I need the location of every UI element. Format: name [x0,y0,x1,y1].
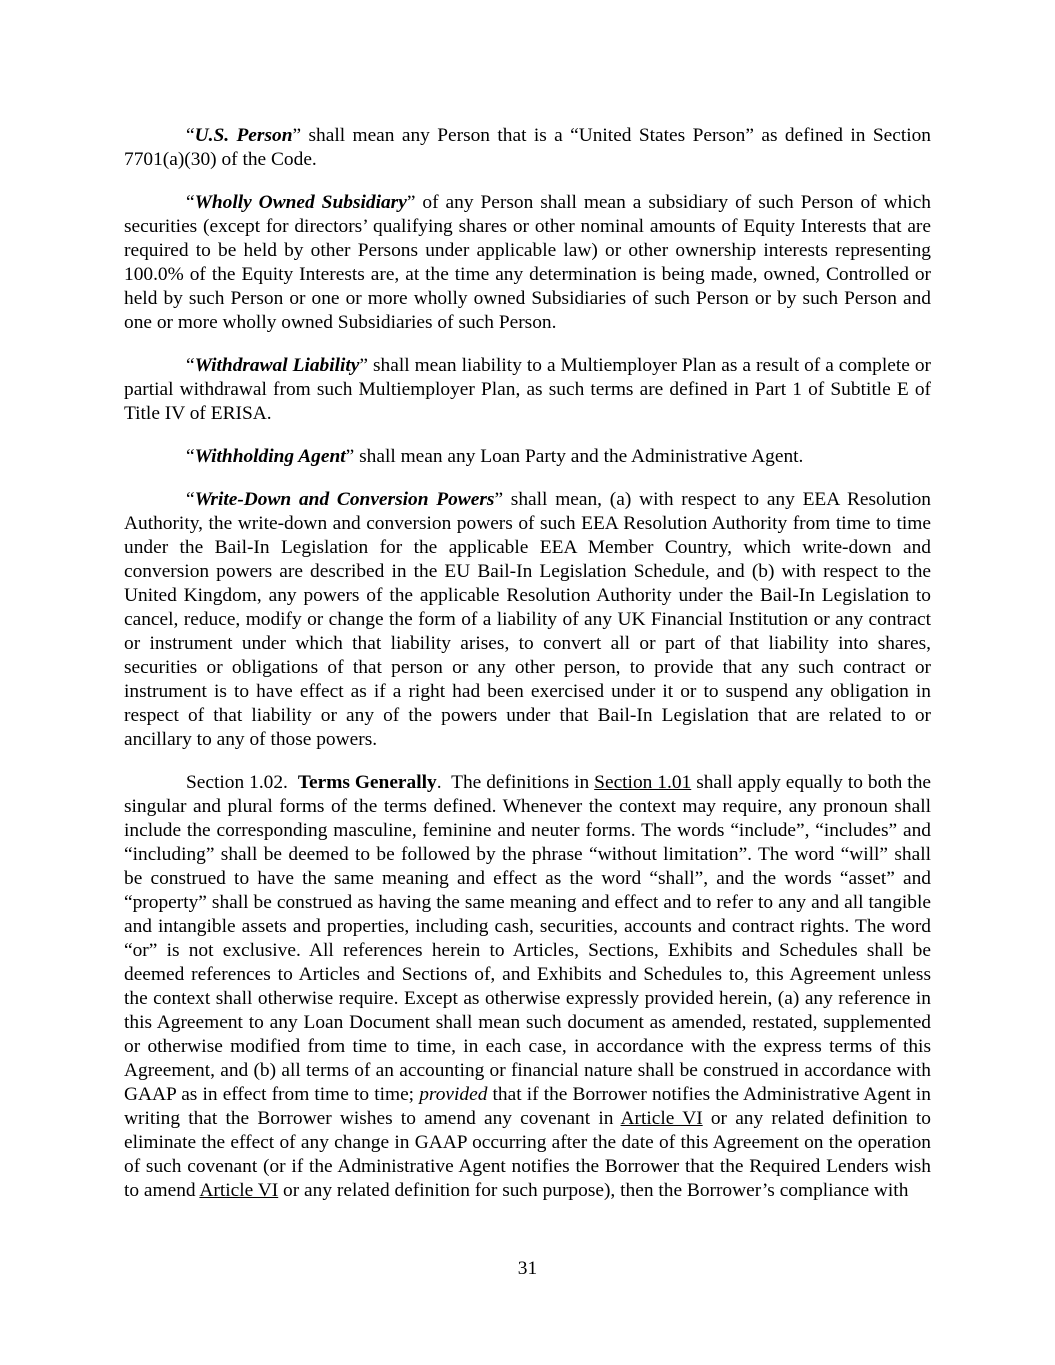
defined-term: Withdrawal Liability [194,355,360,376]
section-text: or any related definition to eliminate the effect of any change in GAAP occurring after the date of this Agreement on the operation of such covenant (or if the Administrative Agent notifies the Borrower that the Required Lenders wish to amend [124,1108,931,1201]
definition-withholding-agent: “Withholding Agent” shall mean any Loan Party and the Administrative Agent. [186,446,804,467]
article-vi-reference[interactable]: Article VI [620,1108,703,1129]
defined-term: U.S. Person [194,125,293,146]
definition-text: shall mean any Loan Party and the Administrative Agent. [354,446,804,467]
section-text: shall apply equally to both the singular and plural forms of the terms defined. Whenever the context may require, any pronoun shall include the corresponding masculine, feminine and neuter forms. The words “include”, “includes” and “including” shall be deemed to be followed by the phrase “without limitation”. The word “will” shall be construed to have the same meaning and effect as the word “shall”, and the words “asset” and “property” shall be construed as having the same meaning and effect and to refer to any and all tangible and intangible assets and properties, including cash, securities, accounts and contract rights. The word “or” is not exclusive. All references herein to Articles, Sections, Exhibits and Schedules shall be deemed references to Articles and Sections of, and Exhibits and Schedules to, this Agreement unless the context shall otherwise require. Except as otherwise expressly provided herein, (a) any reference in this Agreement to any Loan Document shall mean such document as amended, restated, supplemented or otherwise modified from time to time, in each case, in accordance with the express terms of this Agreement, and (b) all terms of an accounting or financial nature shall be construed in accordance with GAAP as in effect from time to time; [124,772,931,1105]
definition-text: of any Person shall mean a subsidiary of such Person of which securities (except for directors’ qualifying shares or other nominal amounts of Equity Interests that are required to be held by other Persons under applicable law) or other ownership interests representing 100.0% of the Equity Interests are, at the time any determination is being made, owned, Controlled or held by such Person or one or more wholly owned Subsidiaries of such Person or by such Person and one or more wholly owned Subsidiaries of such Person. [124,192,931,333]
section-text: or any related definition for such purpose), then the Borrower’s compliance with [278,1180,909,1201]
section-1-02: Section 1.02. Terms Generally. The definitions in Section 1.01 shall apply equally to both the singular and plural forms of the terms defined. Whenever the context may require, any pronoun shall include the corresponding masculine, feminine and neuter forms. The words “include”, “includes” and “including” shall be deemed to be followed by the phrase “without limitation”. The word “will” shall be construed to have the same meaning and effect as the word “shall”, and the words “asset” and “property” shall be construed as having the same meaning and effect and to refer to any and all tangible and intangible assets and properties, including cash, securities, accounts and contract rights. The word “or” is not exclusive. All references herein to Articles, Sections, Exhibits and Schedules shall be deemed references to Articles and Sections of, and Exhibits and Schedules to, this Agreement unless the context shall otherwise require. Except as otherwise expressly provided herein, (a) any reference in this Agreement to any Loan Document shall mean such document as amended, restated, supplemented or otherwise modified from time to time, in each case, in accordance with the express terms of this Agreement, and (b) all terms of an accounting or financial nature shall be construed in accordance with GAAP as in effect from time to time; provided that if the Borrower notifies the Administrative Agent in writing that the Borrower wishes to amend any covenant in Article VI or any related definition to eliminate the effect of any change in GAAP occurring after the date of this Agreement on the operation of such covenant (or if the Administrative Agent notifies the Borrower that the Required Lenders wish to amend Article VI or any related definition for such purpose), then the Borrower’s compliance with [124,772,931,1201]
section-text: that if the Borrower notifies the Administrative Agent in writing that the Borrower wishes to amend any covenant in [124,1084,931,1129]
section-heading: Terms Generally [297,772,437,793]
definition-text: shall mean any Person that is a “United States Person” as defined in Section 7701(a)(30) of the Code. [124,125,931,170]
section-number: Section 1.02. [186,772,288,793]
article-vi-reference[interactable]: Article VI [199,1180,279,1201]
definition-text: shall mean, (a) with respect to any EEA Resolution Authority, the write-down and conversion powers of such EEA Resolution Authority from time to time under the Bail-In Legislation for the applicable EEA Member Country, which write-down and conversion powers are described in the EU Bail-In Legislation Schedule, and (b) with respect to the United Kingdom, any powers of the applicable Resolution Authority under the Bail-In Legislation to cancel, reduce, modify or change the form of a liability of any UK Financial Institution or any contract or instrument under which that liability arises, to convert all or part of that liability into shares, securities or obligations of that person or any other person, to provide that any such contract or instrument is to have effect as if a right had been exercised under it or to suspend any obligation in respect of that liability or any of the powers under that Bail-In Legislation that are related to or ancillary to any of those powers. [124,489,931,750]
defined-term: Wholly Owned Subsidiary [194,192,407,213]
defined-term: Withholding Agent [194,446,346,467]
definition-write-down-and-conversion-powers: “Write-Down and Conversion Powers” shall mean, (a) with respect to any EEA Resolution Authority, the write-down and conversion powers of such EEA Resolution Authority from time to time under the Bail-In Legislation for the applicable EEA Member Country, which write-down and conversion powers are described in the EU Bail-In Legislation Schedule, and (b) with respect to the United Kingdom, any powers of the applicable Resolution Authority under the Bail-In Legislation to cancel, reduce, modify or change the form of a liability of any UK Financial Institution or any contract or instrument under which that liability arises, to convert all or part of that liability into shares, securities or obligations of that person or any other person, to provide that any such contract or instrument is to have effect as if a right had been exercised under it or to suspend any obligation in respect of that liability or any of the powers under that Bail-In Legislation that are related to or ancillary to any of those powers. [124,489,931,750]
provided-term: provided [419,1084,488,1105]
document-page [124,124,931,1222]
section-text: The definitions in [451,772,595,793]
definition-text: shall mean liability to a Multiemployer Plan as a result of a complete or partial withdrawal from such Multiemployer Plan, as such terms are defined in Part 1 of Subtitle E of Title IV of ERISA. [124,355,931,424]
definition-us-person: “U.S. Person” shall mean any Person that is a “United States Person” as defined in Section 7701(a)(30) of the Code. [124,125,931,170]
section-1-01-reference[interactable]: Section 1.01 [594,772,692,793]
defined-term: Write-Down and Conversion Powers [194,489,495,510]
definition-withdrawal-liability: “Withdrawal Liability” shall mean liability to a Multiemployer Plan as a result of a complete or partial withdrawal from such Multiemployer Plan, as such terms are defined in Part 1 of Subtitle E of Title IV of ERISA. [124,355,931,424]
definition-wholly-owned-subsidiary: “Wholly Owned Subsidiary” of any Person shall mean a subsidiary of such Person of which securities (except for directors’ qualifying shares or other nominal amounts of Equity Interests that are required to be held by other Persons under applicable law) or other ownership interests representing 100.0% of the Equity Interests are, at the time any determination is being made, owned, Controlled or held by such Person or one or more wholly owned Subsidiaries of such Person or by such Person and one or more wholly owned Subsidiaries of such Person. [124,192,931,333]
page-number: 31 [517,1258,538,1279]
